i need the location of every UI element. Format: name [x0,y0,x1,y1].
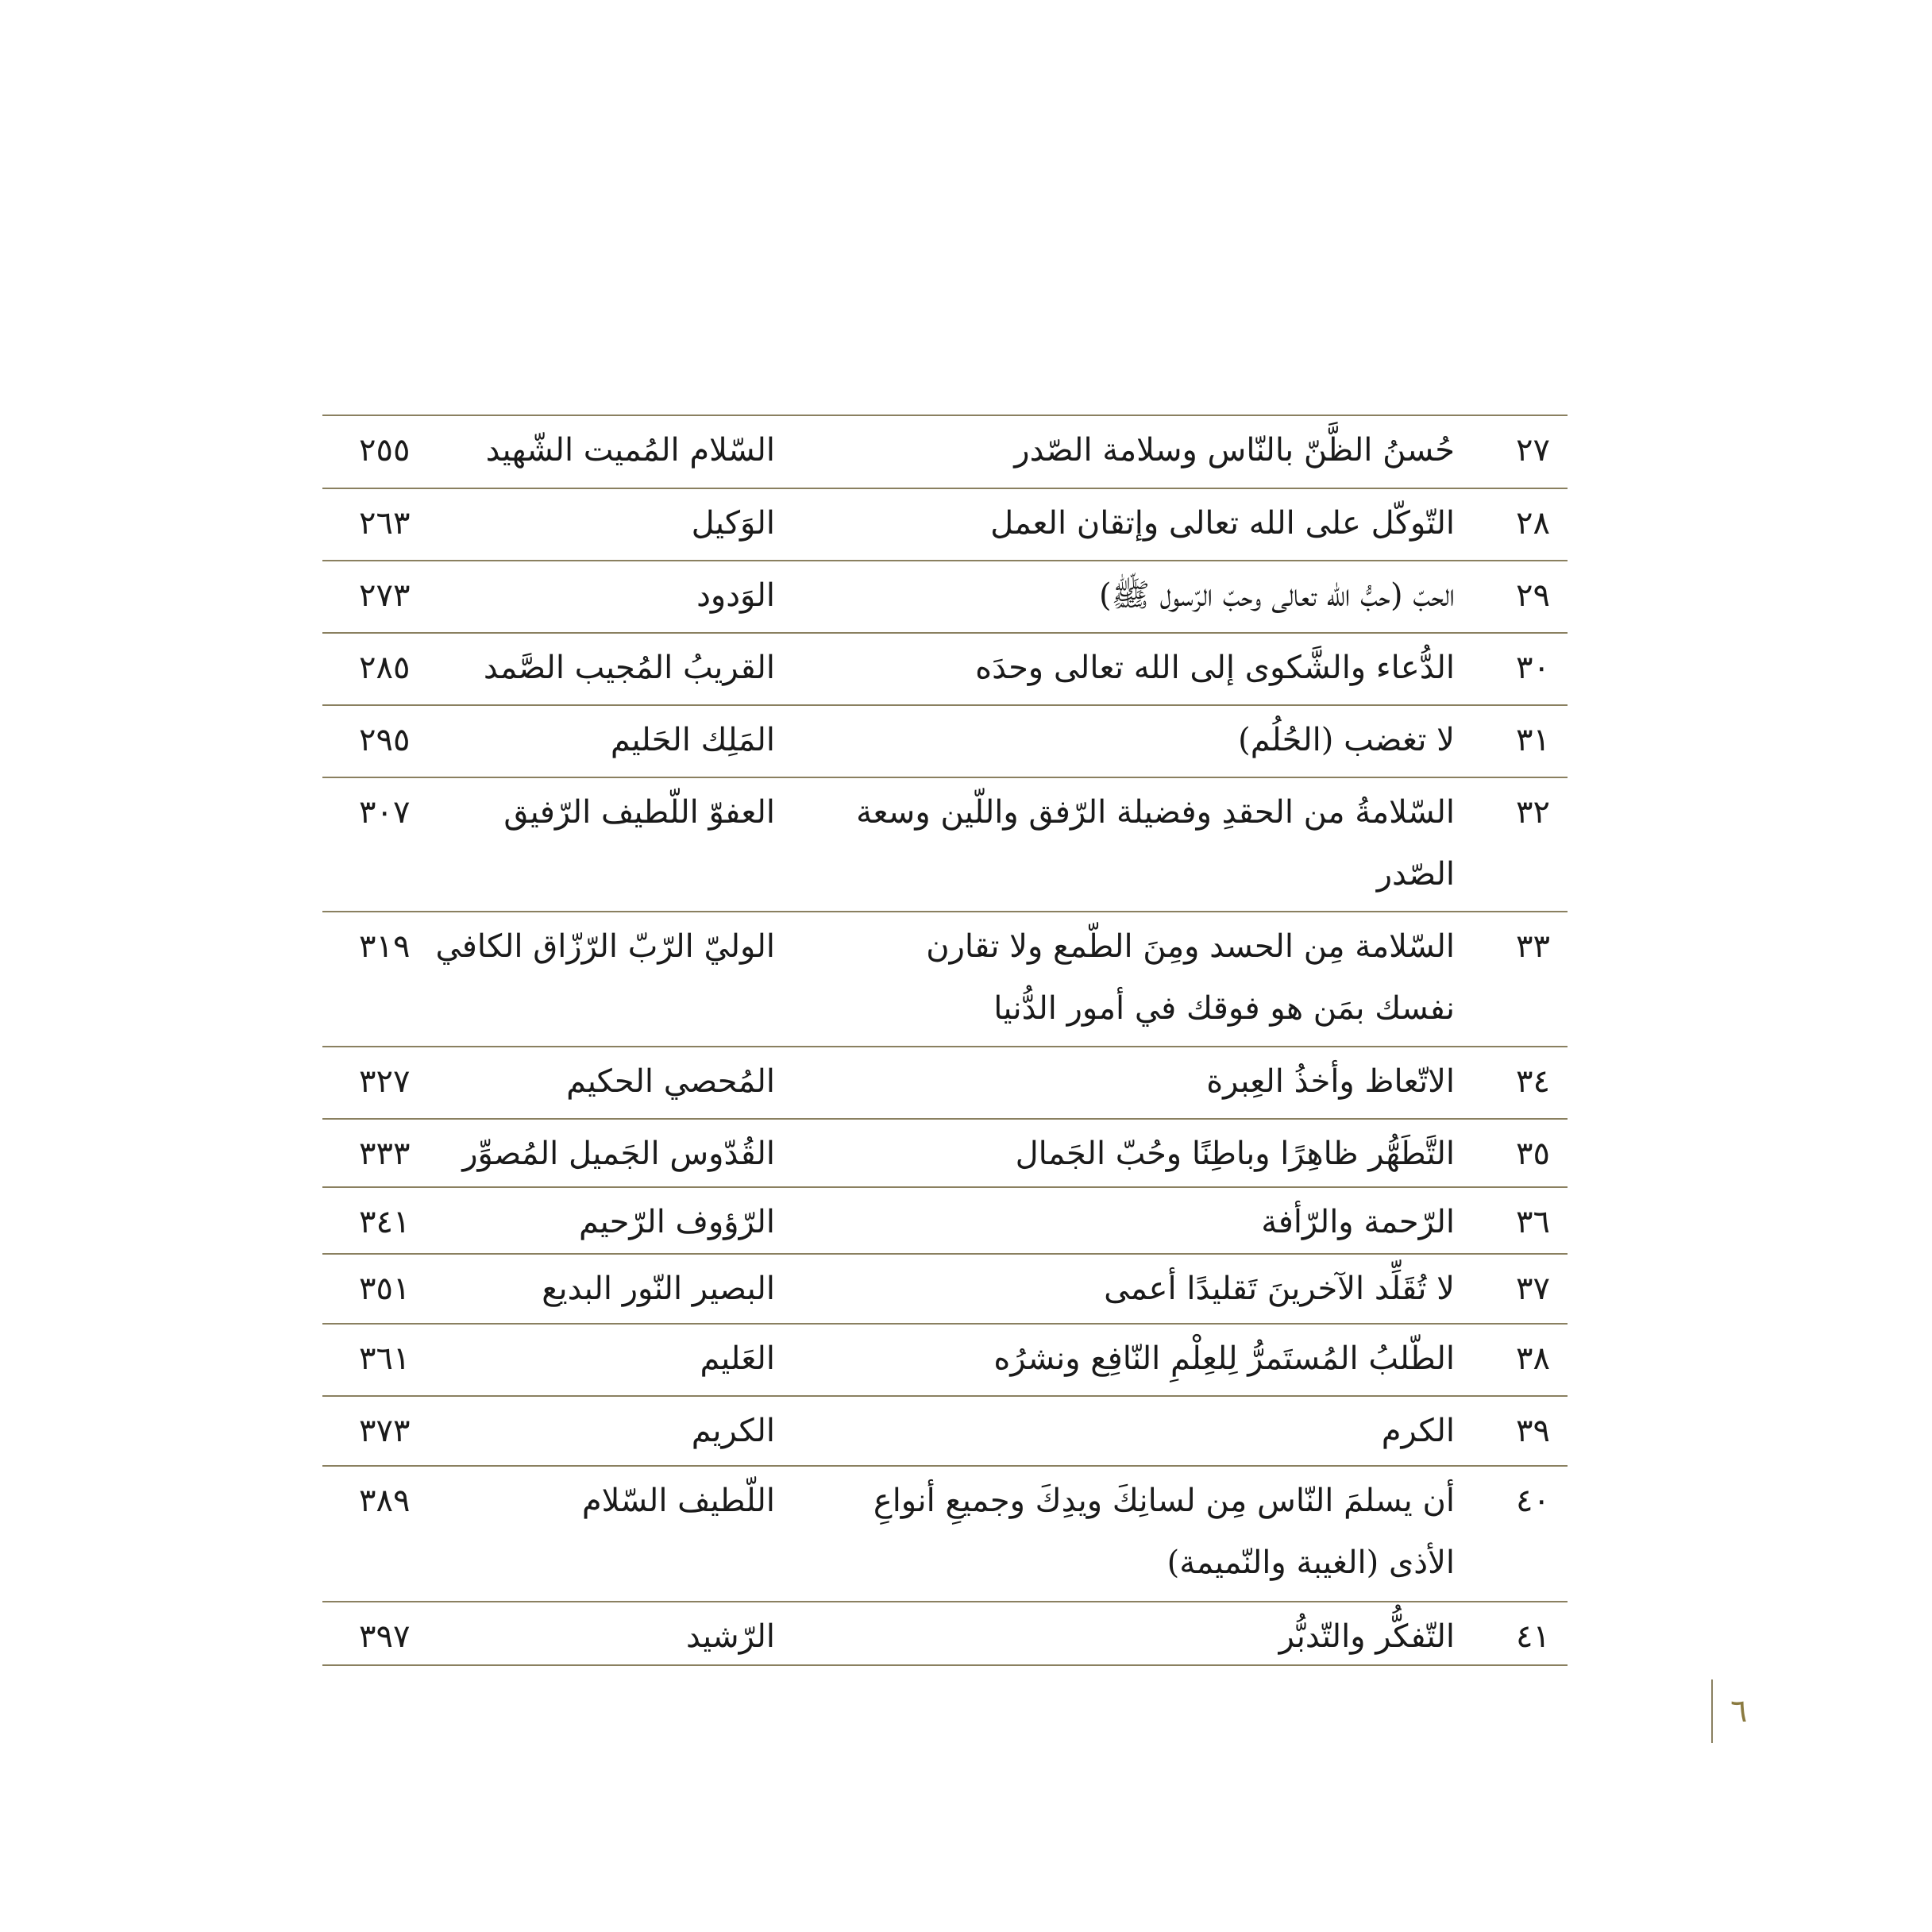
toc-row [322,1602,1568,1666]
toc-row [322,912,1568,1047]
toc-row-page: ٣٥١ [359,1271,411,1307]
toc-row-title: السّلامةُ من الحقدِ وفضيلة الرّفق واللّين وسعة الصّدر [856,794,1455,893]
toc-row [322,1255,1568,1325]
toc-row-number: ٣٤ [1516,1063,1550,1100]
toc-row-title: الرّحمة والرّأفة [1261,1204,1455,1240]
toc-row-title: لا تُقَلِّد الآخرينَ تَقليدًا أعمى [1104,1271,1455,1307]
toc-row-page: ٣٠٧ [359,794,411,831]
toc-row-names: الوليّ الرّبّ الرّزّاق الكافي [435,928,775,965]
toc-row [322,778,1568,912]
toc-row-page: ٣٣٣ [359,1136,411,1172]
page-footer [1711,1679,1747,1743]
toc-row-names: العَليم [700,1340,775,1377]
toc-row-number: ٣٢ [1516,794,1550,831]
toc-row-title: الاتّعاظ وأخذُ العِبرة [1206,1063,1455,1100]
toc-row [322,634,1568,706]
toc-row [322,489,1568,561]
toc-row-names: الوَدود [696,577,775,614]
toc-row-number: ٢٨ [1516,505,1550,542]
toc-row-title: التّفكُّر والتّدبُّر [1278,1618,1455,1655]
toc-row-title: لا تغضب (الحُلُم) [1238,722,1455,758]
toc-row-number: ٤١ [1516,1618,1550,1655]
toc-row-number: ٤٠ [1516,1483,1550,1519]
toc-row-number: ٣٣ [1516,928,1550,965]
toc-row-title: التَّطَهُّر ظاهِرًا وباطِنًا وحُبّ الجَمال [1015,1136,1455,1172]
toc-row-names: المُحصي الحكيم [566,1063,775,1100]
toc-row-page: ٣٢٧ [359,1063,411,1100]
toc-row-names: الرّؤوف الرّحيم [579,1204,775,1240]
toc-row-page: ٣٩٧ [359,1618,411,1655]
toc-row-title: الطّلبُ المُستَمرُّ لِلعِلْمِ النّافِع ونشرُه [993,1340,1455,1377]
toc-row-page: ٢٩٥ [359,722,411,758]
toc-row-number: ٣٨ [1516,1340,1550,1377]
toc-row-page: ٢٥٥ [359,432,411,469]
toc-row-number: ٢٧ [1516,432,1550,469]
toc-row [322,1120,1568,1188]
toc-row-names: الرّشيد [686,1618,775,1655]
page-number: ٦ [1730,1693,1748,1730]
toc-row [322,706,1568,778]
toc-row-names: المَلِك الحَليم [610,722,775,758]
toc-row [322,1325,1568,1397]
toc-row [322,1467,1568,1602]
toc-row-page: ٢٧٣ [359,577,411,614]
toc-row-names: القُدّوس الجَميل المُصوِّر [462,1136,775,1172]
toc-row-page: ٣٤١ [359,1204,411,1240]
toc-row-number: ٣٧ [1516,1271,1550,1307]
table-of-contents [322,415,1568,1666]
toc-row-names: السّلام المُميت الشّهيد [485,432,775,469]
toc-row-title: الكرم [1381,1413,1455,1449]
toc-row-page: ٢٦٣ [359,505,411,542]
toc-row-title: الدُّعاء والشَّكوى إلى الله تعالى وحدَه [975,650,1455,686]
toc-row-number: ٢٩ [1516,577,1550,614]
toc-row [322,561,1568,634]
toc-row-number: ٣٩ [1516,1413,1550,1449]
toc-row-names: البصير النّور البديع [542,1271,775,1307]
toc-row-title: الحبّ (حبُّ الله تعالى وحبّ الرّسول ﷺ) [1099,577,1455,614]
toc-row-number: ٣١ [1516,722,1550,758]
toc-row-number: ٣٥ [1516,1136,1550,1172]
toc-row-names: القريبُ المُجيب الصَّمد [483,650,775,686]
toc-row-title: التّوكّل على الله تعالى وإتقان العمل [990,505,1455,542]
toc-row-page: ٢٨٥ [359,650,411,686]
toc-row-names: اللّطيف السّلام [581,1483,775,1519]
toc-row [322,1188,1568,1255]
toc-row-page: ٣٨٩ [359,1483,411,1519]
toc-row-names: الكريم [691,1413,775,1449]
toc-row-page: ٣٧٣ [359,1413,411,1449]
toc-row-page: ٣١٩ [359,928,411,965]
toc-row [322,1047,1568,1120]
toc-row-names: الوَكيل [691,505,775,542]
toc-row-number: ٣٦ [1516,1204,1550,1240]
toc-row [322,1397,1568,1467]
toc-row [322,416,1568,489]
toc-row-title: حُسنُ الظَّنّ بالنّاس وسلامة الصّدر [1014,432,1455,469]
toc-row-number: ٣٠ [1516,650,1550,686]
toc-row-title: السّلامة مِن الحسد ومِنَ الطّمع ولا تقارن نفسك بمَن هو فوقك في أمور الدُّنيا [926,928,1455,1027]
toc-row-page: ٣٦١ [359,1340,411,1377]
toc-row-names: العفوّ اللّطيف الرّفيق [503,794,775,831]
toc-row-title: أن يسلمَ النّاس مِن لسانِكَ ويدِكَ وجميعِ أنواعِ الأذى (الغيبة والنّميمة) [873,1483,1455,1581]
